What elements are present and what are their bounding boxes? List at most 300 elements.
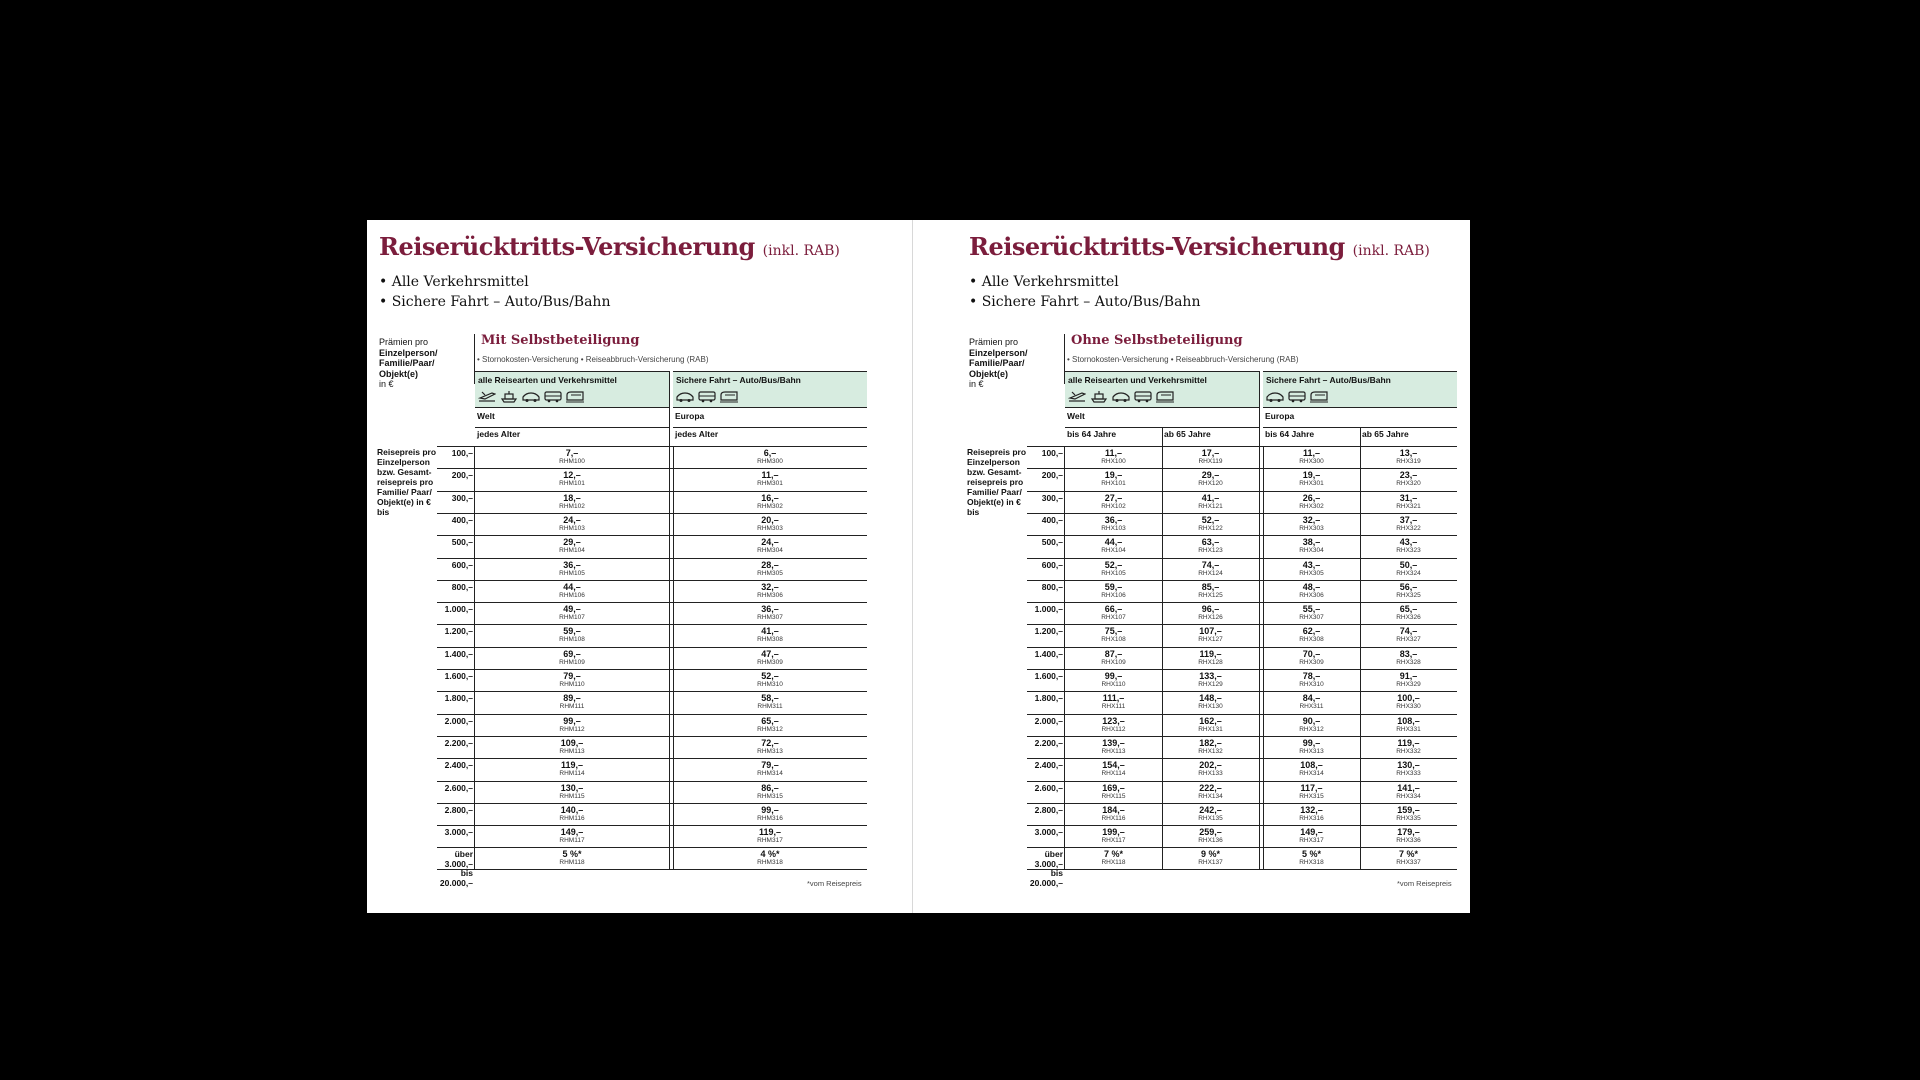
price-cell: 2.000,–	[1034, 715, 1063, 726]
premium-cell	[475, 648, 669, 669]
tariff-code: RHX317	[1299, 837, 1324, 845]
coverage-group-label: Sichere Fahrt – Auto/Bus/Bahn	[676, 375, 801, 385]
tariff-code: RHX102	[1101, 502, 1126, 510]
bullet-item: • Alle Verkehrsmittel	[969, 274, 1119, 290]
tariff-code: RHX325	[1396, 591, 1421, 599]
price-cell: 1.000,–	[444, 604, 473, 615]
premium-value: 184,–	[1102, 804, 1125, 815]
price-cell: 2.800,–	[1034, 804, 1063, 815]
premium-cell	[475, 848, 669, 868]
column-divider	[1263, 446, 1264, 870]
car-icon	[1266, 390, 1284, 408]
tariff-code: RHX103	[1101, 524, 1126, 532]
table-row	[437, 558, 867, 580]
plane-icon	[1068, 390, 1086, 408]
premium-header-prefix: Prämien pro	[969, 337, 1019, 347]
bullet-item: • Sichere Fahrt – Auto/Bus/Bahn	[379, 294, 611, 310]
premium-cell	[673, 804, 867, 825]
tariff-code: RHM311	[757, 703, 783, 711]
premium-cell	[475, 581, 669, 602]
tariff-code: RHX120	[1198, 480, 1223, 488]
premium-cell	[1263, 559, 1360, 580]
premium-value: 24,–	[761, 537, 779, 548]
table-row	[437, 825, 867, 847]
premium-value: 140,–	[560, 804, 584, 815]
price-cell: 600,–	[1041, 559, 1063, 570]
column-divider	[1064, 446, 1065, 870]
premium-cell	[673, 559, 867, 580]
premium-cell	[1162, 559, 1259, 580]
tariff-code: RHX318	[1299, 859, 1324, 867]
tariff-code: RHM309	[757, 658, 783, 666]
premium-value: 32,–	[761, 581, 779, 592]
tariff-code: RHX320	[1396, 480, 1421, 488]
price-cell: 3.000,–	[1034, 827, 1063, 838]
price-cell: 800,–	[1041, 581, 1063, 592]
premium-cell	[1162, 804, 1259, 825]
table-row	[1027, 446, 1457, 468]
premium-cell	[475, 826, 669, 847]
tariff-code: RHM111	[559, 703, 585, 711]
page-title	[969, 232, 1430, 261]
premium-value: 99,–	[563, 715, 581, 726]
table-row	[1027, 736, 1457, 758]
premium-value: 56,–	[1399, 581, 1418, 592]
premium-cell	[1162, 737, 1259, 758]
premium-header-bold: Einzelperson/ Familie/Paar/ Objekt(e)	[969, 347, 1028, 379]
premium-cell	[1065, 804, 1162, 825]
premium-cell	[1360, 804, 1457, 825]
coverage-group-header	[1065, 371, 1259, 407]
tariff-code: RHX300	[1299, 458, 1324, 465]
tariff-code: RHX135	[1198, 814, 1223, 822]
premium-value: 52,–	[761, 671, 779, 681]
premium-cell	[1263, 469, 1360, 490]
table-row	[437, 781, 867, 803]
tariff-code: RHX302	[1299, 502, 1324, 510]
tariff-code: RHX114	[1101, 770, 1126, 778]
price-cell: 2.200,–	[1034, 737, 1063, 748]
premium-cell	[1162, 848, 1259, 868]
premium-value: 65,–	[1399, 604, 1418, 615]
tariff-code: RHX118	[1101, 859, 1126, 867]
premium-value: 119,–	[758, 827, 782, 838]
price-cell: 200,–	[1041, 470, 1063, 481]
premium-cell	[1065, 492, 1162, 513]
tariff-code: RHX125	[1198, 591, 1223, 599]
tariff-code: RHX312	[1299, 725, 1324, 733]
price-cell: 500,–	[451, 537, 473, 548]
train-icon	[720, 390, 738, 408]
price-cell: 300,–	[451, 492, 473, 503]
premium-cell	[1360, 536, 1457, 557]
premium-cell	[1360, 603, 1457, 624]
tariff-code: RHX322	[1396, 524, 1421, 532]
table-row	[1027, 669, 1457, 691]
premium-value: 108,–	[1397, 715, 1420, 726]
premium-value: 49,–	[563, 604, 581, 615]
premium-value: 52,–	[1104, 559, 1123, 570]
premium-value: 74,–	[1201, 559, 1220, 570]
tariff-code: RHX132	[1198, 747, 1223, 755]
premium-cell	[1360, 670, 1457, 691]
table-row	[437, 491, 867, 513]
premium-value: 65,–	[761, 715, 779, 726]
premium-cell	[475, 759, 669, 780]
premium-value: 75,–	[1104, 626, 1123, 637]
tariff-code: RHM116	[559, 814, 585, 822]
tariff-code: RHX106	[1101, 591, 1126, 599]
premium-cell	[673, 625, 867, 646]
age-divider	[1360, 428, 1361, 448]
tariff-code: RHM114	[559, 770, 585, 778]
tariff-code: RHX113	[1101, 747, 1126, 755]
price-cell: 1.200,–	[444, 626, 473, 637]
footnote: *vom Reisepreis	[1397, 879, 1452, 888]
column-divider	[673, 446, 674, 870]
premium-value: 99,–	[1302, 737, 1321, 748]
premium-cell	[475, 469, 669, 490]
premium-cell	[475, 692, 669, 713]
premium-cell	[1263, 492, 1360, 513]
table-row	[1027, 714, 1457, 736]
tariff-code: RHX134	[1198, 792, 1223, 800]
bullet-list	[379, 272, 610, 312]
title-main: Reiserücktritts-Versicherung	[379, 232, 755, 261]
premium-cell	[673, 670, 867, 691]
premium-cell	[673, 648, 867, 669]
price-cell: 2.400,–	[1034, 760, 1063, 771]
premium-value: 182,–	[1199, 737, 1222, 748]
car-icon	[1112, 390, 1130, 408]
tariff-code: RHX305	[1299, 569, 1324, 577]
premium-value: 58,–	[761, 693, 779, 704]
tariff-code: RHX124	[1198, 569, 1223, 577]
table-row	[437, 736, 867, 758]
tariff-code: RHM304	[757, 547, 783, 555]
tariff-code: RHX137	[1198, 859, 1223, 867]
tariff-code: RHM308	[757, 636, 783, 644]
premium-value: 13,–	[1399, 448, 1418, 458]
premium-value: 7 %*	[1103, 849, 1123, 860]
train-icon	[566, 390, 584, 408]
premium-value: 202,–	[1199, 760, 1222, 771]
premium-value: 79,–	[563, 671, 581, 681]
premium-cell	[475, 559, 669, 580]
transport-icons	[1068, 390, 1174, 408]
premium-value: 119,–	[1199, 648, 1222, 659]
premium-value: 36,–	[563, 559, 581, 570]
train-icon	[1156, 390, 1174, 408]
price-cell: 1.000,–	[1034, 604, 1063, 615]
premium-cell	[673, 536, 867, 557]
premium-value: 85,–	[1201, 581, 1220, 592]
transport-icons	[676, 390, 738, 408]
car-icon	[522, 390, 540, 408]
premium-cell	[673, 447, 867, 468]
price-cell: 400,–	[1041, 514, 1063, 525]
premium-cell	[1263, 759, 1360, 780]
premium-value: 199,–	[1102, 827, 1125, 838]
tariff-code: RHX311	[1299, 703, 1324, 711]
table-row	[1027, 468, 1457, 490]
premium-value: 63,–	[1201, 537, 1220, 548]
table-row	[437, 647, 867, 669]
price-cell: 100,–	[1041, 448, 1063, 458]
tariff-code: RHM316	[757, 814, 783, 822]
price-cell: 1.800,–	[444, 693, 473, 704]
premium-value: 52,–	[1201, 514, 1220, 525]
tariff-code: RHM318	[757, 859, 783, 867]
premium-value: 148,–	[1199, 693, 1222, 704]
premium-cell	[1360, 826, 1457, 847]
table-row	[1027, 491, 1457, 513]
premium-cell	[1360, 648, 1457, 669]
table-row	[1027, 825, 1457, 847]
plane-icon	[478, 390, 496, 408]
premium-value: 84,–	[1302, 693, 1321, 704]
tariff-code: RHX329	[1396, 681, 1421, 688]
coverage-group-header	[673, 371, 867, 407]
age-row	[673, 427, 867, 447]
tariff-code: RHM110	[559, 681, 585, 688]
premium-value: 83,–	[1399, 648, 1418, 659]
tariff-code: RHM105	[559, 569, 585, 577]
premium-cell	[475, 536, 669, 557]
premium-value: 16,–	[761, 492, 779, 503]
tariff-code: RHX110	[1101, 681, 1126, 688]
premium-cell	[1360, 848, 1457, 868]
premium-value: 48,–	[1302, 581, 1321, 592]
premium-value: 5 %*	[562, 849, 582, 860]
age-row	[1263, 427, 1457, 447]
premium-value: 132,–	[1300, 804, 1323, 815]
table-row	[1027, 602, 1457, 624]
tariff-code: RHX331	[1396, 725, 1421, 733]
premium-value: 38,–	[1302, 537, 1321, 548]
price-cell: 2.800,–	[444, 804, 473, 815]
premium-cell	[673, 715, 867, 736]
table-row	[1027, 647, 1457, 669]
column-divider	[1162, 446, 1163, 870]
premium-cell	[1263, 804, 1360, 825]
price-cell: 3.000,–	[444, 827, 473, 838]
tariff-code: RHX333	[1396, 770, 1421, 778]
title-suffix: (inkl. RAB)	[1352, 243, 1430, 259]
premium-value: 123,–	[1102, 715, 1125, 726]
price-cell: 200,–	[451, 470, 473, 481]
tariff-code: RHM117	[559, 837, 585, 845]
tariff-code: RHM118	[559, 859, 585, 867]
premium-cell	[1263, 514, 1360, 535]
premium-value: 47,–	[761, 648, 779, 659]
premium-cell	[673, 826, 867, 847]
train-icon	[1310, 390, 1328, 408]
tariff-code: RHX131	[1198, 725, 1223, 733]
premium-value: 179,–	[1397, 827, 1420, 838]
premium-value: 4 %*	[760, 849, 780, 860]
bus-icon	[1134, 390, 1152, 408]
premium-value: 36,–	[761, 604, 779, 615]
tariff-code: RHM306	[757, 591, 783, 599]
table-row	[437, 803, 867, 825]
premium-cell	[475, 715, 669, 736]
premium-cell	[475, 492, 669, 513]
premium-cell	[1065, 826, 1162, 847]
tariff-code: RHX117	[1101, 837, 1126, 845]
premium-value: 111,–	[1102, 693, 1125, 704]
tariff-code: RHX119	[1198, 458, 1223, 465]
table-row	[437, 446, 867, 468]
premium-cell	[1360, 581, 1457, 602]
age-label: bis 64 Jahre	[1265, 429, 1315, 439]
premium-cell	[1162, 514, 1259, 535]
premium-cell	[1162, 469, 1259, 490]
premium-header-bold: Einzelperson/ Familie/Paar/ Objekt(e)	[379, 347, 438, 379]
premium-value: 28,–	[761, 559, 779, 570]
premium-cell	[475, 737, 669, 758]
premium-cell	[1263, 581, 1360, 602]
premium-value: 149,–	[1300, 827, 1323, 838]
tariff-code: RHM103	[559, 524, 585, 532]
premium-value: 109,–	[560, 737, 584, 748]
premium-cell	[1263, 670, 1360, 691]
premium-value: 119,–	[1397, 737, 1420, 748]
premium-cell	[1162, 648, 1259, 669]
premium-cell	[1263, 536, 1360, 557]
premium-value: 6,–	[763, 448, 777, 458]
premium-cell	[1162, 625, 1259, 646]
tariff-code: RHX303	[1299, 524, 1324, 532]
premium-cell	[1065, 559, 1162, 580]
tariff-code: RHX100	[1101, 458, 1126, 465]
premium-value: 36,–	[1104, 514, 1123, 525]
tariff-code: RHX334	[1396, 792, 1421, 800]
premium-cell	[1065, 670, 1162, 691]
section-title: Ohne Selbstbeteiligung	[1071, 333, 1243, 348]
premium-cell	[1065, 648, 1162, 669]
car-icon	[676, 390, 694, 408]
title-suffix: (inkl. RAB)	[762, 243, 840, 259]
table-row	[437, 691, 867, 713]
premium-value: 99,–	[1104, 671, 1123, 681]
premium-cell	[1263, 826, 1360, 847]
premium-value: 19,–	[1104, 470, 1123, 481]
tariff-code: RHX116	[1101, 814, 1126, 822]
price-cell: 600,–	[451, 559, 473, 570]
tariff-code: RHX112	[1101, 725, 1126, 733]
table-row	[1027, 691, 1457, 713]
tariff-code: RHX130	[1198, 703, 1223, 711]
region-label: Welt	[475, 407, 669, 427]
premium-value: 43,–	[1302, 559, 1321, 570]
price-cell: 2.600,–	[444, 782, 473, 793]
premium-value: 130,–	[560, 782, 584, 793]
transport-icons	[478, 390, 584, 408]
premium-cell	[1263, 625, 1360, 646]
premium-value: 20,–	[761, 514, 779, 525]
tariff-code: RHM307	[757, 614, 783, 622]
tariff-code: RHX327	[1396, 636, 1421, 644]
premium-header-suffix: in €	[379, 379, 394, 389]
page-gutter	[912, 220, 913, 913]
premium-value: 11,–	[761, 470, 779, 481]
premium-value: 72,–	[761, 737, 779, 748]
premium-cell	[673, 737, 867, 758]
tariff-code: RHM104	[559, 547, 585, 555]
tariff-code: RHX332	[1396, 747, 1421, 755]
section-title: Mit Selbstbeteiligung	[481, 333, 640, 348]
premium-value: 139,–	[1102, 737, 1125, 748]
tariff-code: RHX309	[1299, 658, 1324, 666]
premium-value: 119,–	[560, 760, 584, 771]
premium-value: 24,–	[563, 514, 581, 525]
premium-value: 66,–	[1104, 604, 1123, 615]
table-row	[437, 624, 867, 646]
page-title	[379, 232, 840, 261]
tariff-code: RHM115	[559, 792, 585, 800]
tariff-code: RHX108	[1101, 636, 1126, 644]
premium-cell	[673, 492, 867, 513]
premium-cell	[1360, 492, 1457, 513]
premium-cell	[1162, 782, 1259, 803]
tariff-code: RHX321	[1396, 502, 1421, 510]
tariff-code: RHX129	[1198, 681, 1223, 688]
premium-value: 29,–	[563, 537, 581, 548]
premium-cell	[1263, 447, 1360, 468]
premium-cell	[475, 603, 669, 624]
premium-value: 87,–	[1104, 648, 1123, 659]
region-label: Europa	[1263, 407, 1457, 427]
price-cell: 100,–	[451, 448, 473, 458]
premium-value: 79,–	[761, 760, 779, 771]
premium-value: 108,–	[1300, 760, 1323, 771]
premium-value: 37,–	[1399, 514, 1418, 525]
tariff-code: RHX324	[1396, 569, 1421, 577]
premium-value: 26,–	[1302, 492, 1321, 503]
premium-value: 117,–	[1300, 782, 1323, 793]
brochure-spread	[367, 220, 1470, 913]
premium-value: 259,–	[1199, 827, 1222, 838]
premium-cell	[1360, 559, 1457, 580]
premium-cell	[475, 514, 669, 535]
premium-value: 99,–	[761, 804, 779, 815]
premium-value: 7,–	[565, 448, 579, 458]
premium-cell	[475, 804, 669, 825]
price-cell: 1.600,–	[1034, 671, 1063, 681]
premium-value: 162,–	[1199, 715, 1222, 726]
tariff-code: RHX315	[1299, 792, 1324, 800]
tariff-code: RHX123	[1198, 547, 1223, 555]
tariff-code: RHX310	[1299, 681, 1324, 688]
premium-value: 62,–	[1302, 626, 1321, 637]
tariff-code: RHX328	[1396, 658, 1421, 666]
tariff-code: RHX319	[1396, 458, 1421, 465]
premium-cell	[1162, 715, 1259, 736]
premium-cell	[1065, 603, 1162, 624]
premium-header-suffix: in €	[969, 379, 984, 389]
table-row	[1027, 535, 1457, 557]
tariff-code: RHX337	[1396, 859, 1421, 867]
premium-value: 41,–	[761, 626, 779, 637]
bus-icon	[698, 390, 716, 408]
coverage-group-header	[1263, 371, 1457, 407]
group-divider	[1259, 371, 1260, 870]
premium-value: 86,–	[761, 782, 779, 793]
premium-value: 23,–	[1399, 470, 1418, 481]
tariff-code: RHX304	[1299, 547, 1324, 555]
table-row	[437, 602, 867, 624]
